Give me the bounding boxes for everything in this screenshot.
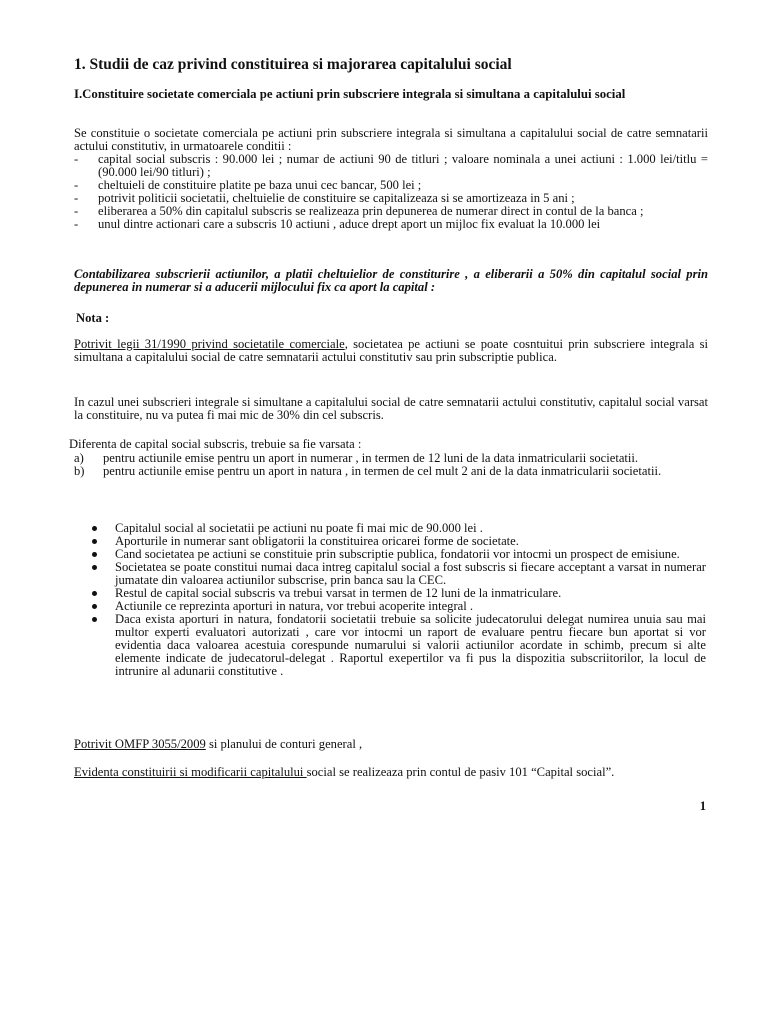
list-marker: b) (74, 464, 85, 478)
nota-label: Nota : (76, 311, 110, 325)
condition-item: - capital social subscris : 90.000 lei ; numar de actiuni 90 de titluri ; valoare nominala a unei actiuni : 1.000 lei/titlu =(90.000 lei/90 titluri) ; (74, 153, 708, 179)
deadline-item (74, 465, 708, 478)
law-text: , societatea pe actiuni se poate cosntuitui prin subscriere integrala si simultana a capitalului social de catre semnatarii actului constitutiv sau prin subscriptie publica. (74, 337, 708, 364)
law-reference: Potrivit legii 31/1990 privind societatile comerciale (74, 337, 345, 351)
omfp-text: si planului de conturi general , (205, 737, 363, 751)
conditions-list (74, 153, 708, 231)
intro-paragraph: Se constituie o societate comerciala pe actiuni prin subscriere integrala si simultana a capitalului social de catre semnatarii actului constitutiv, in urmatoarele conditii : (74, 126, 708, 153)
rule-item: Actiunile ce reprezinta aporturi in natura, vor trebui acoperite integral . (90, 600, 706, 613)
case-description (74, 127, 708, 231)
condition-item: - cheltuieli de constituire platite pe baza unui cec bancar, 500 lei ; (74, 179, 708, 192)
rules-list (90, 522, 706, 678)
evidenta-text: social se realizeaza prin contul de pasiv 101 “Capital social”. (306, 765, 615, 779)
section-heading: I.Constituire societate comerciala pe actiuni prin subscriere integrala si simultana a capitalului social (74, 87, 626, 101)
rule-item: Daca exista aporturi in natura, fondatorii societatii trebuie sa solicite judecatorului delegat numirea unuia sau mai multor experti evaluatori autorizati , care vor intocmi un raport de evaluare pentru fiecare bun aportat si vor evidentia daca valoarea acestuia corespunde numarului si valorii actiunilor acordate in schimb, precum si alte elemente indicate de judecatorul-delegat . Raportul exepertilor va fi pus la dispozitia subscriitorilor, la locul de intrunire al adunarii constitutive . (90, 613, 706, 678)
omfp-reference: Potrivit OMFP 3055/2009 (74, 737, 206, 751)
rule-item: Cand societatea pe actiuni se constituie prin subscriptie publica, fondatorii vor intocmi un prospect de emisiune. (90, 548, 706, 561)
rule-item: Aporturile in numerar sant obligatorii la constituirea oricarei forme de societate. (90, 535, 706, 548)
page-number: 1 (699, 799, 706, 813)
list-marker: a) (74, 451, 84, 465)
rule-item: Restul de capital social subscris va trebui varsat in termen de 12 luni de la inmatriculare. (90, 587, 706, 600)
task-statement: Contabilizarea subscrierii actiunilor, a platii cheltuielior de constiturire , a eliberarii a 50% din capitalul social prin depunerea in numerar si a aducerii mijlocului fix ca aport la capital : (74, 267, 708, 294)
rule-item: Societatea se poate constitui numai daca intreg capitalul social a fost subscris si fiecare acceptant a varsat in numerar jumatate din valoarea actiunilor subscrise, prin banca sau la CEC. (90, 561, 706, 587)
evidenta-reference: Evidenta constituirii si modificarii capitalului (74, 765, 307, 779)
paid-capital-paragraph: In cazul unei subscrieri integrale si simultane a capitalului social de catre semnatarii actului constitutiv, capitalul social varsat la constituire, nu va putea fi mai mic de 30% din cel subscris. (74, 395, 708, 422)
law-paragraph (74, 338, 708, 364)
deadlines-list (74, 452, 708, 478)
deadline-text: pentru actiunile emise pentru un aport in natura , in termen de cel mult 2 ani de la data inmatricularii societatii. (103, 464, 662, 478)
condition-item: - eliberarea a 50% din capitalul subscris se realizeaza prin depunerea de numerar direct in contul de la banca ; (74, 205, 708, 218)
deadline-text: pentru actiunile emise pentru un aport in numerar , in termen de 12 luni de la data inmatricularii societatii. (103, 451, 639, 465)
document-title: 1. Studii de caz privind constituirea si majorarea capitalului social (74, 56, 512, 73)
condition-item: - potrivit politicii societatii, cheltuielie de constituire se capitalizeaza si se amortizeaza in 5 ani ; (74, 192, 708, 205)
evidenta-paragraph (74, 766, 708, 779)
condition-item: - unul dintre actionari care a subscris 10 actiuni , aduce drept aport un mijloc fix evaluat la 10.000 lei (74, 218, 708, 231)
rule-item: Capitalul social al societatii pe actiuni nu poate fi mai mic de 90.000 lei . (90, 522, 706, 535)
difference-paragraph: Diferenta de capital social subscris, trebuie sa fie varsata : (69, 437, 362, 451)
omfp-paragraph (74, 738, 362, 751)
